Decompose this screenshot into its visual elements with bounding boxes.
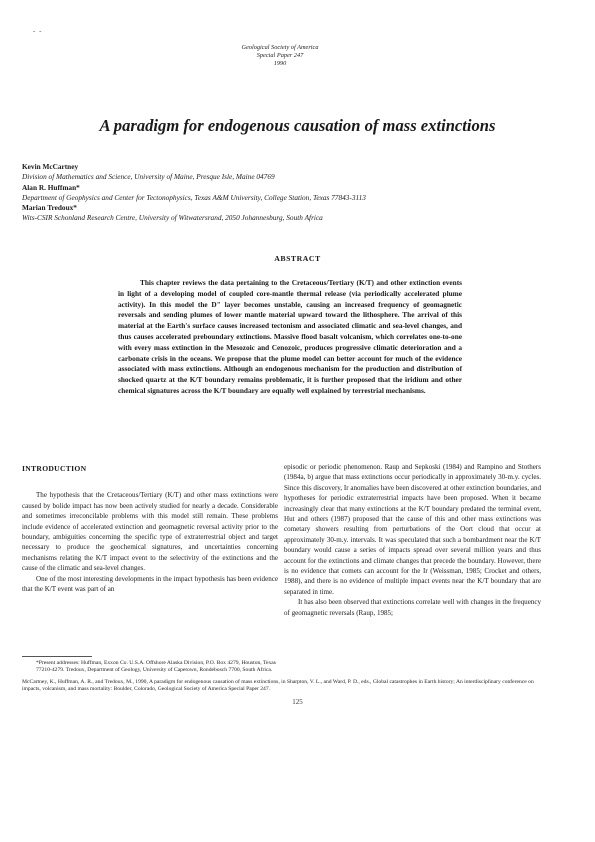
author-affiliation: Department of Geophysics and Center for Tectonophysics, Texas A&M University, College Station, Texas 77843-3113	[22, 192, 366, 202]
section-heading-introduction: INTRODUCTION	[22, 464, 87, 473]
corner-mark: - -	[33, 27, 43, 35]
paragraph: episodic or periodic phenomenon. Raup and Sepkoski (1984) and Rampino and Stothers (1984a, b) argue that mass extinctions occur periodically in approximately 30-m.y. cycles. Since this discovery, Ir anomalies have been discovered at other extinction boundaries, and hypotheses for periodic extraterrestrial impacts have been proposed. When it became increasingly clear that many extinctions at the K/T boundary predated the terminal event, Hut and others (1987) proposed that the cause of this and other mass extinctions was cometary showers resulting from perturbations of the Oort cloud that occur at approximately 30-m.y. intervals. It was speculated that such a bombardment near the K/T boundary would cause a series of impacts spread over several million years and thus account for the extinctions and climate changes that precede the boundary. However, there is no evidence that comets can account for the Ir (Weissman, 1985; Crocket and others, 1988), and there is no evidence of multiple impact events near the K/T boundary that are separated in time.	[284, 463, 541, 596]
footnote-present-addresses: *Present addresses: Huffman, Exxon Co. U.S.A. Offshore Alaska Division, P.O. Box 4279, Houston, Texas 77210-4279. Tredoux, Department of Geology, University of Capetown, Rondebosch 7700, South Africa.	[36, 660, 276, 674]
footnote-divider	[22, 656, 92, 657]
author-name: Marian Tredoux*	[22, 203, 77, 213]
paragraph: It has also been observed that extinctions correlate well with changes in the frequency of geomagnetic reversals (Raup, 1985;	[284, 598, 541, 617]
series-year: 1990	[273, 60, 287, 67]
series-header	[180, 44, 380, 68]
paragraph: One of the most interesting developments in the impact hypothesis has been evidence that the K/T event was part of an	[22, 574, 278, 594]
author-block	[22, 162, 582, 224]
author-affiliation: Division of Mathematics and Science, University of Maine, Presque Isle, Maine 04769	[22, 172, 275, 182]
left-column	[22, 464, 278, 594]
footnotes	[22, 660, 542, 694]
series-paper: Special Paper 247	[256, 52, 304, 59]
paragraph: The hypothesis that the Cretaceous/Tertiary (K/T) and other mass extinctions were caused by bolide impact has now been actively studied for nearly a decade. Considerable and sometimes irreconcilable problems with this model still remain. These problems include evidence of accelerated extinction and geomagnetic reversal activity prior to the boundary, ambiguities concerning the specific type of extraterrestrial object and target necessary to produce the geochemical signatures, and uncertainties concerning mechanisms relating the K/T impact event to the selectivity of the extinctions and the cause of the climatic and sea-level changes.	[22, 491, 278, 573]
footnote-citation: McCartney, K., Huffman, A. R., and Tredoux, M., 1990, A paradigm for endogenous causation of mass extinctions, in Sharpton, V. L., and Ward, P. D., eds., Global catastrophes in Earth history; An interdisciplinary conference on impacts, volcanism, and mass mortality: Boulder, Colorado, Geological Society of America Special Paper 247.	[22, 678, 534, 693]
author-name: Alan R. Huffman*	[22, 182, 80, 192]
right-column	[284, 462, 541, 618]
series-society: Geological Society of America	[241, 44, 319, 51]
page-number: 125	[292, 698, 303, 706]
abstract-body	[118, 278, 462, 397]
abstract-heading: ABSTRACT	[274, 254, 321, 263]
author-name: Kevin McCartney	[22, 162, 79, 171]
abstract-text: This chapter reviews the data pertaining to the Cretaceous/Tertiary (K/T) and other extinction events in light of a developing model of coupled core-mantle thermal release (via periodically accelerated plume activity). In this model the D" layer becomes unstable, causing an increased frequency of geomagnetic reversals and sending plumes of lower mantle material upward toward the lithosphere. The arrival of this material at the Earth's surface causes increased tectonism and associated climatic and sea-level changes, and thus causes accelerated preboundary extinctions. Massive flood basalt volcanism, which correlates one-to-one with every mass extinction in the Mesozoic and Cenozoic, produces progressive climatic deterioration and a carbonate crisis in the oceans. We propose that the plume model can better account for much of the evidence associated with mass extinctions. Although an endogenous mechanism for the production and distribution of shocked quartz at the K/T boundary remains problematic, it is further proposed that the iridium and other chemical signatures across the K/T boundary are equally well explained by terrestrial mechanisms.	[118, 278, 462, 395]
paper-title: A paradigm for endogenous causation of mass extinctions	[99, 116, 496, 135]
author-affiliation: Wits-CSIR Schonland Research Centre, University of Witwatersrand, 2050 Johannesburg, South Africa	[22, 213, 323, 223]
